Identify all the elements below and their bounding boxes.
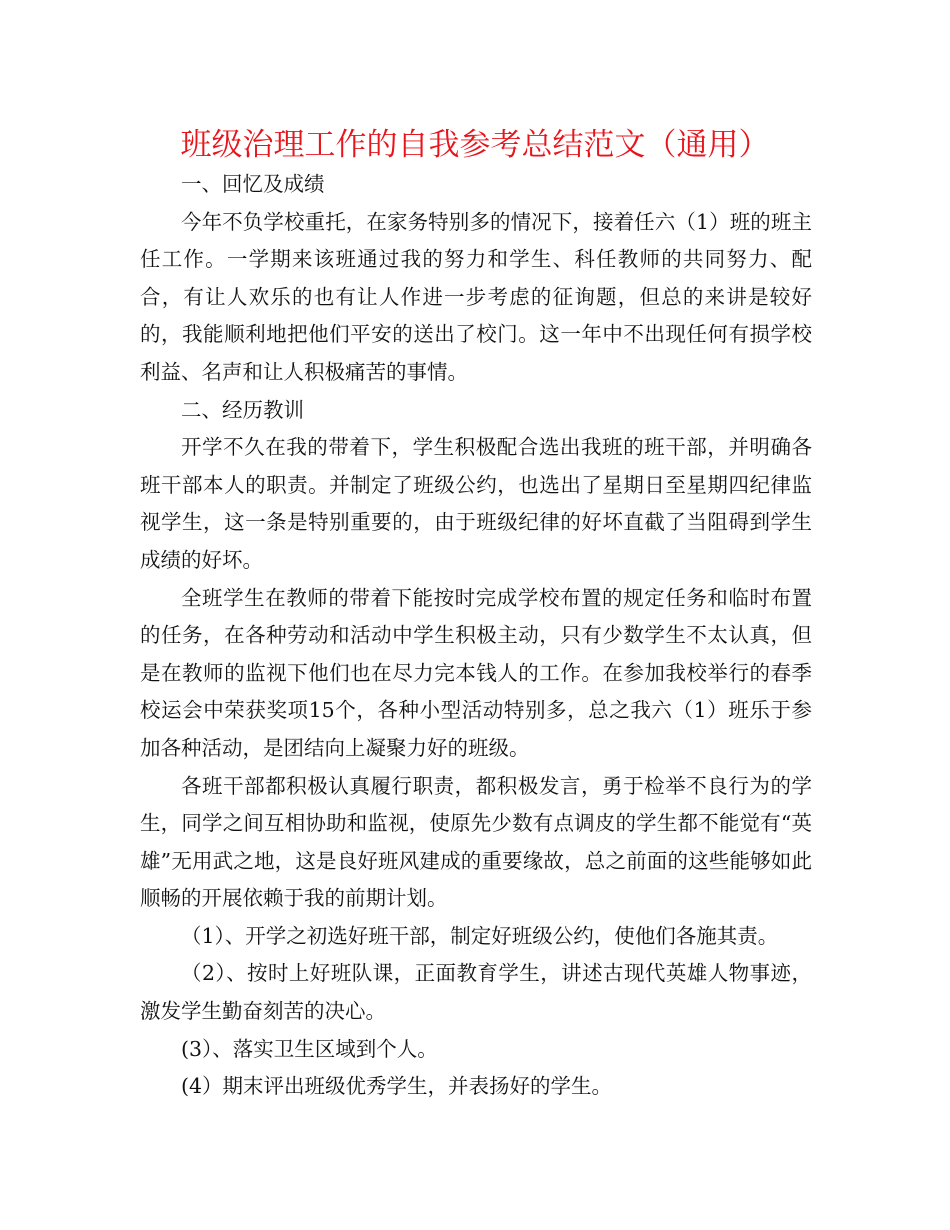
paragraph: 今年不负学校重托，在家务特别多的情况下，接着任六（1）班的班主任工作。一学期来该班通过我的努力和学生、科任教师的共同努力、配合，有让人欢乐的也有让人作进一步考虑的征询题，但总的来讲是较好的，我能顺利地把他们平安的送出了校门。这一年中不出现任何有损学校利益、名声和让人积极痛苦的事情。	[140, 209, 812, 384]
document-body	[140, 166, 812, 1106]
list-item: (4）期末评出班级优秀学生，并表扬好的学生。	[181, 1074, 613, 1099]
paragraph: 各班干部都积极认真履行职责，都积极发言，勇于检举不良行为的学生，同学之间互相协助和监视，使原先少数有点调皮的学生都不能觉有“英雄”无用武之地，这是良好班风建成的重要缘故，总之前面的这些能够如此顺畅的开展依赖于我的前期计划。	[140, 773, 812, 911]
section-heading-experience: 二、经历教训	[181, 397, 304, 422]
list-item: （1）、开学之初选好班干部，制定好班级公约，使他们各施其责。	[181, 923, 779, 948]
section-heading-review: 一、回忆及成绩	[181, 172, 325, 196]
paragraph: 全班学生在教师的带着下能按时完成学校布置的规定任务和临时布置的任务，在各种劳动和活动中学生积极主动，只有少数学生不太认真，但是在教师的监视下他们也在尽力完本钱人的工作。在参加我校举行的春季校运会中荣获奖项15个，各种小型活动特别多，总之我六（1）班乐于参加各种活动，是团结向上凝聚力好的班级。	[140, 585, 812, 760]
list-item: （2）、按时上好班队课，正面教育学生，讲述古现代英雄人物事迹，激发学生勤奋刻苦的决心。	[140, 961, 812, 1024]
list-item: (3）、落实卫生区域到个人。	[181, 1036, 438, 1061]
document-title: 班级治理工作的自我参考总结范文（通用）	[180, 127, 770, 163]
paragraph: 开学不久在我的带着下，学生积极配合选出我班的班干部，并明确各班干部本人的职责。并制定了班级公约，也选出了星期日至星期四纪律监视学生，这一条是特别重要的，由于班级纪律的好坏直截了当阻碍到学生成绩的好坏。	[140, 435, 812, 572]
